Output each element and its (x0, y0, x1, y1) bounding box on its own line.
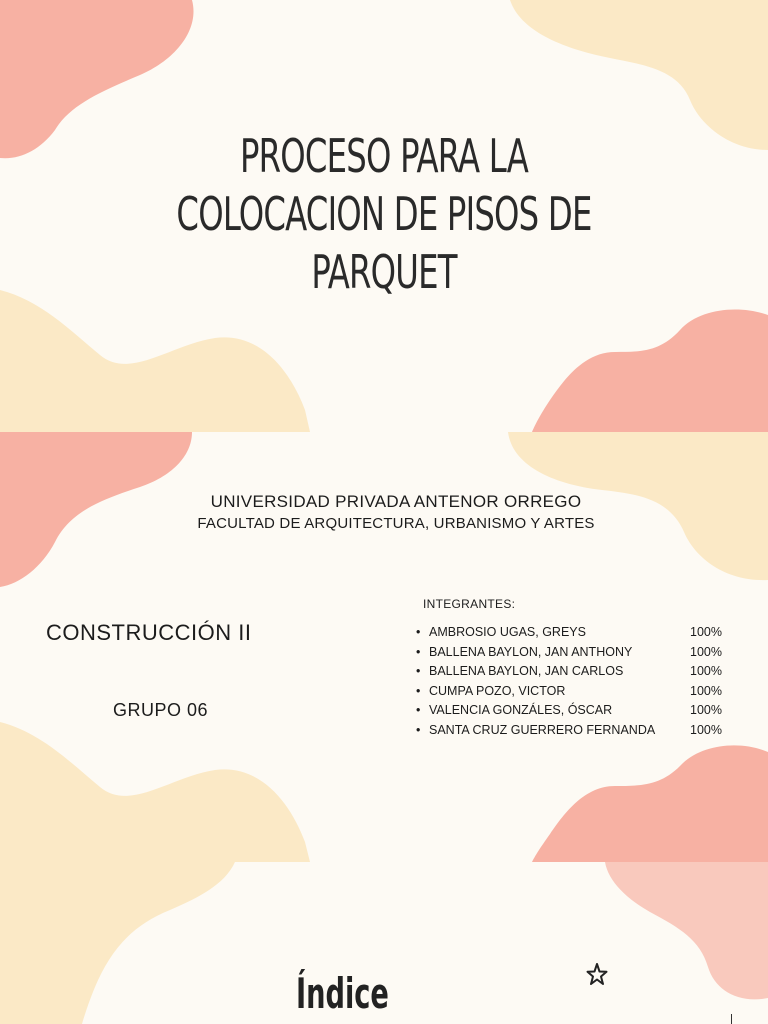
list-item (416, 721, 736, 741)
bullet-icon: • (416, 683, 421, 698)
member-name: AMBROSIO UGAS, GREYS (429, 625, 586, 639)
index-slide (0, 862, 768, 1024)
blob-top-left (0, 862, 235, 1024)
list-item (416, 682, 736, 702)
blob-top-right (605, 862, 768, 999)
blob-bottom-right (532, 310, 768, 432)
blob-bottom-left (0, 722, 310, 862)
faculty-name: FACULTAD DE ARQUITECTURA, URBANISMO Y ARTES (197, 515, 595, 532)
index-heading: Índice (296, 968, 389, 1018)
title-slide (0, 0, 768, 432)
title-line: PROCESO PARA LA (239, 128, 529, 183)
list-item (416, 623, 736, 643)
course-name: CONSTRUCCIÓN II (46, 620, 252, 645)
divider-mark (731, 1014, 732, 1024)
member-name: BALLENA BAYLON, JAN CARLOS (429, 664, 624, 679)
list-item (416, 643, 736, 663)
presentation-title (84, 127, 683, 301)
blob-bottom-left (0, 290, 310, 432)
group-name: GRUPO 06 (113, 700, 209, 720)
member-participation: 100% (690, 703, 722, 718)
members-list (416, 623, 736, 741)
title-line: COLOCACION DE PISOS DE (176, 186, 592, 241)
member-participation: 100% (690, 644, 722, 659)
member-participation: 100% (690, 664, 722, 679)
member-participation: 100% (690, 722, 722, 737)
member-name: VALENCIA GONZÁLES, ÓSCAR (429, 703, 613, 718)
members-heading: INTEGRANTES: (423, 597, 516, 611)
bullet-icon: • (416, 664, 421, 679)
member-participation: 100% (690, 683, 722, 698)
blob-bottom-right (532, 745, 768, 862)
member-participation: 100% (690, 625, 722, 639)
bullet-icon: • (416, 644, 421, 659)
bullet-icon: • (416, 722, 421, 737)
cover-info-slide (0, 432, 768, 862)
member-name: BALLENA BAYLON, JAN ANTHONY (429, 644, 633, 659)
university-name: UNIVERSIDAD PRIVADA ANTENOR ORREGO (210, 492, 582, 511)
list-item (416, 662, 736, 682)
star-icon (586, 962, 608, 986)
bullet-icon: • (416, 703, 421, 718)
title-line: PARQUET (311, 244, 457, 299)
bullet-icon: • (416, 625, 421, 639)
member-name: CUMPA POZO, VICTOR (429, 683, 566, 698)
member-name: SANTA CRUZ GUERRERO FERNANDA (429, 722, 656, 737)
list-item (416, 701, 736, 721)
